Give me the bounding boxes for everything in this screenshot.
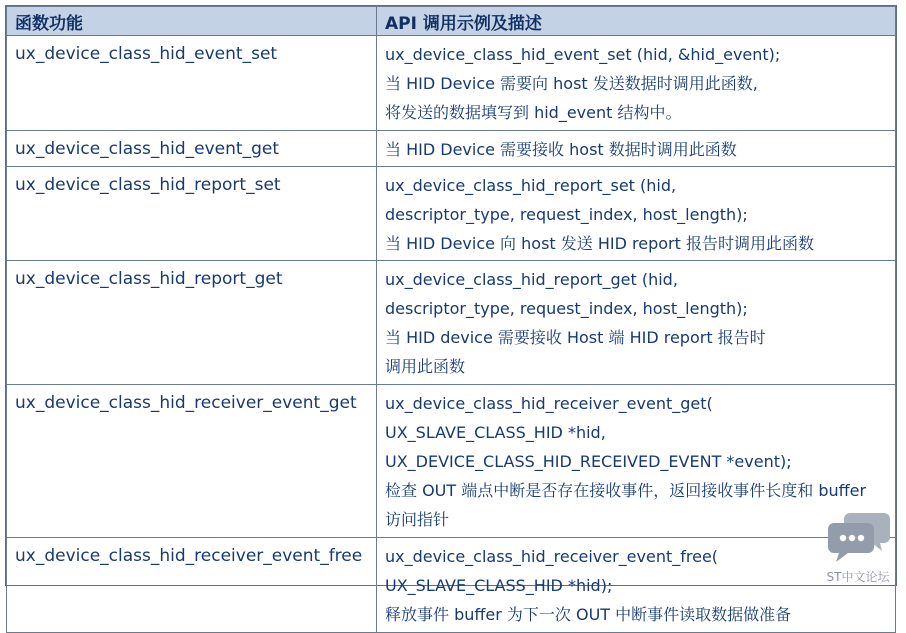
description-cell xyxy=(377,36,896,131)
description-cell xyxy=(377,131,896,167)
api-table xyxy=(6,6,896,633)
function-name: ux_device_class_hid_event_get xyxy=(7,131,377,167)
table-row xyxy=(7,131,896,167)
description-cell xyxy=(377,261,896,385)
description-line: 当 HID device 需要接收 Host 端 HID report 报告时 xyxy=(385,328,766,347)
description-line: UX_DEVICE_CLASS_HID_RECEIVED_EVENT *event); xyxy=(385,452,792,471)
api-table-document xyxy=(5,5,897,624)
description-line: ux_device_class_hid_report_get (hid, xyxy=(385,270,678,289)
function-name: ux_device_class_hid_receiver_event_free xyxy=(7,538,377,633)
description-line: 当 HID Device 需要接收 host 数据时调用此函数 xyxy=(385,140,737,159)
description-line: ux_device_class_hid_report_set (hid, xyxy=(385,176,677,195)
description-line: descriptor_type, request_index, host_length); xyxy=(385,299,748,318)
description-line: 当 HID Device 需要向 host 发送数据时调用此函数, xyxy=(385,74,758,93)
table-row xyxy=(7,167,896,261)
table-row xyxy=(7,385,896,538)
description-cell xyxy=(377,167,896,261)
header-function: 函数功能 xyxy=(7,7,377,36)
description-line: descriptor_type, request_index, host_length); xyxy=(385,205,748,224)
watermark-text: ST中文论坛 xyxy=(826,570,890,584)
description-line: 当 HID Device 向 host 发送 HID report 报告时调用此函数 xyxy=(385,234,814,253)
table-row xyxy=(7,261,896,385)
description-line: UX_SLAVE_CLASS_HID *hid, xyxy=(385,423,606,442)
description-cell xyxy=(377,385,896,538)
description-line: 访问指针 xyxy=(385,510,450,529)
function-name: ux_device_class_hid_receiver_event_get xyxy=(7,385,377,538)
description-line: ux_device_class_hid_receiver_event_get( xyxy=(385,394,713,413)
function-name: ux_device_class_hid_event_set xyxy=(7,36,377,131)
function-name: ux_device_class_hid_report_get xyxy=(7,261,377,385)
description-line: ux_device_class_hid_receiver_event_free( xyxy=(385,547,719,566)
description-line: UX_SLAVE_CLASS_HID *hid); xyxy=(385,576,613,595)
description-line: 检查 OUT 端点中断是否存在接收事件，返回接收事件长度和 buffer xyxy=(385,481,867,500)
description-line: 释放事件 buffer 为下一次 OUT 中断事件读取数据做准备 xyxy=(385,605,792,624)
description-cell xyxy=(377,538,896,633)
table-row xyxy=(7,538,896,633)
description-line: 调用此函数 xyxy=(385,357,466,376)
table-header-row xyxy=(7,7,896,36)
description-line: ux_device_class_hid_event_set (hid, &hid_event); xyxy=(385,45,781,64)
function-name: ux_device_class_hid_report_set xyxy=(7,167,377,261)
description-line: 将发送的数据填写到 hid_event 结构中。 xyxy=(385,103,682,122)
header-description: API 调用示例及描述 xyxy=(377,7,896,36)
table-row xyxy=(7,36,896,131)
